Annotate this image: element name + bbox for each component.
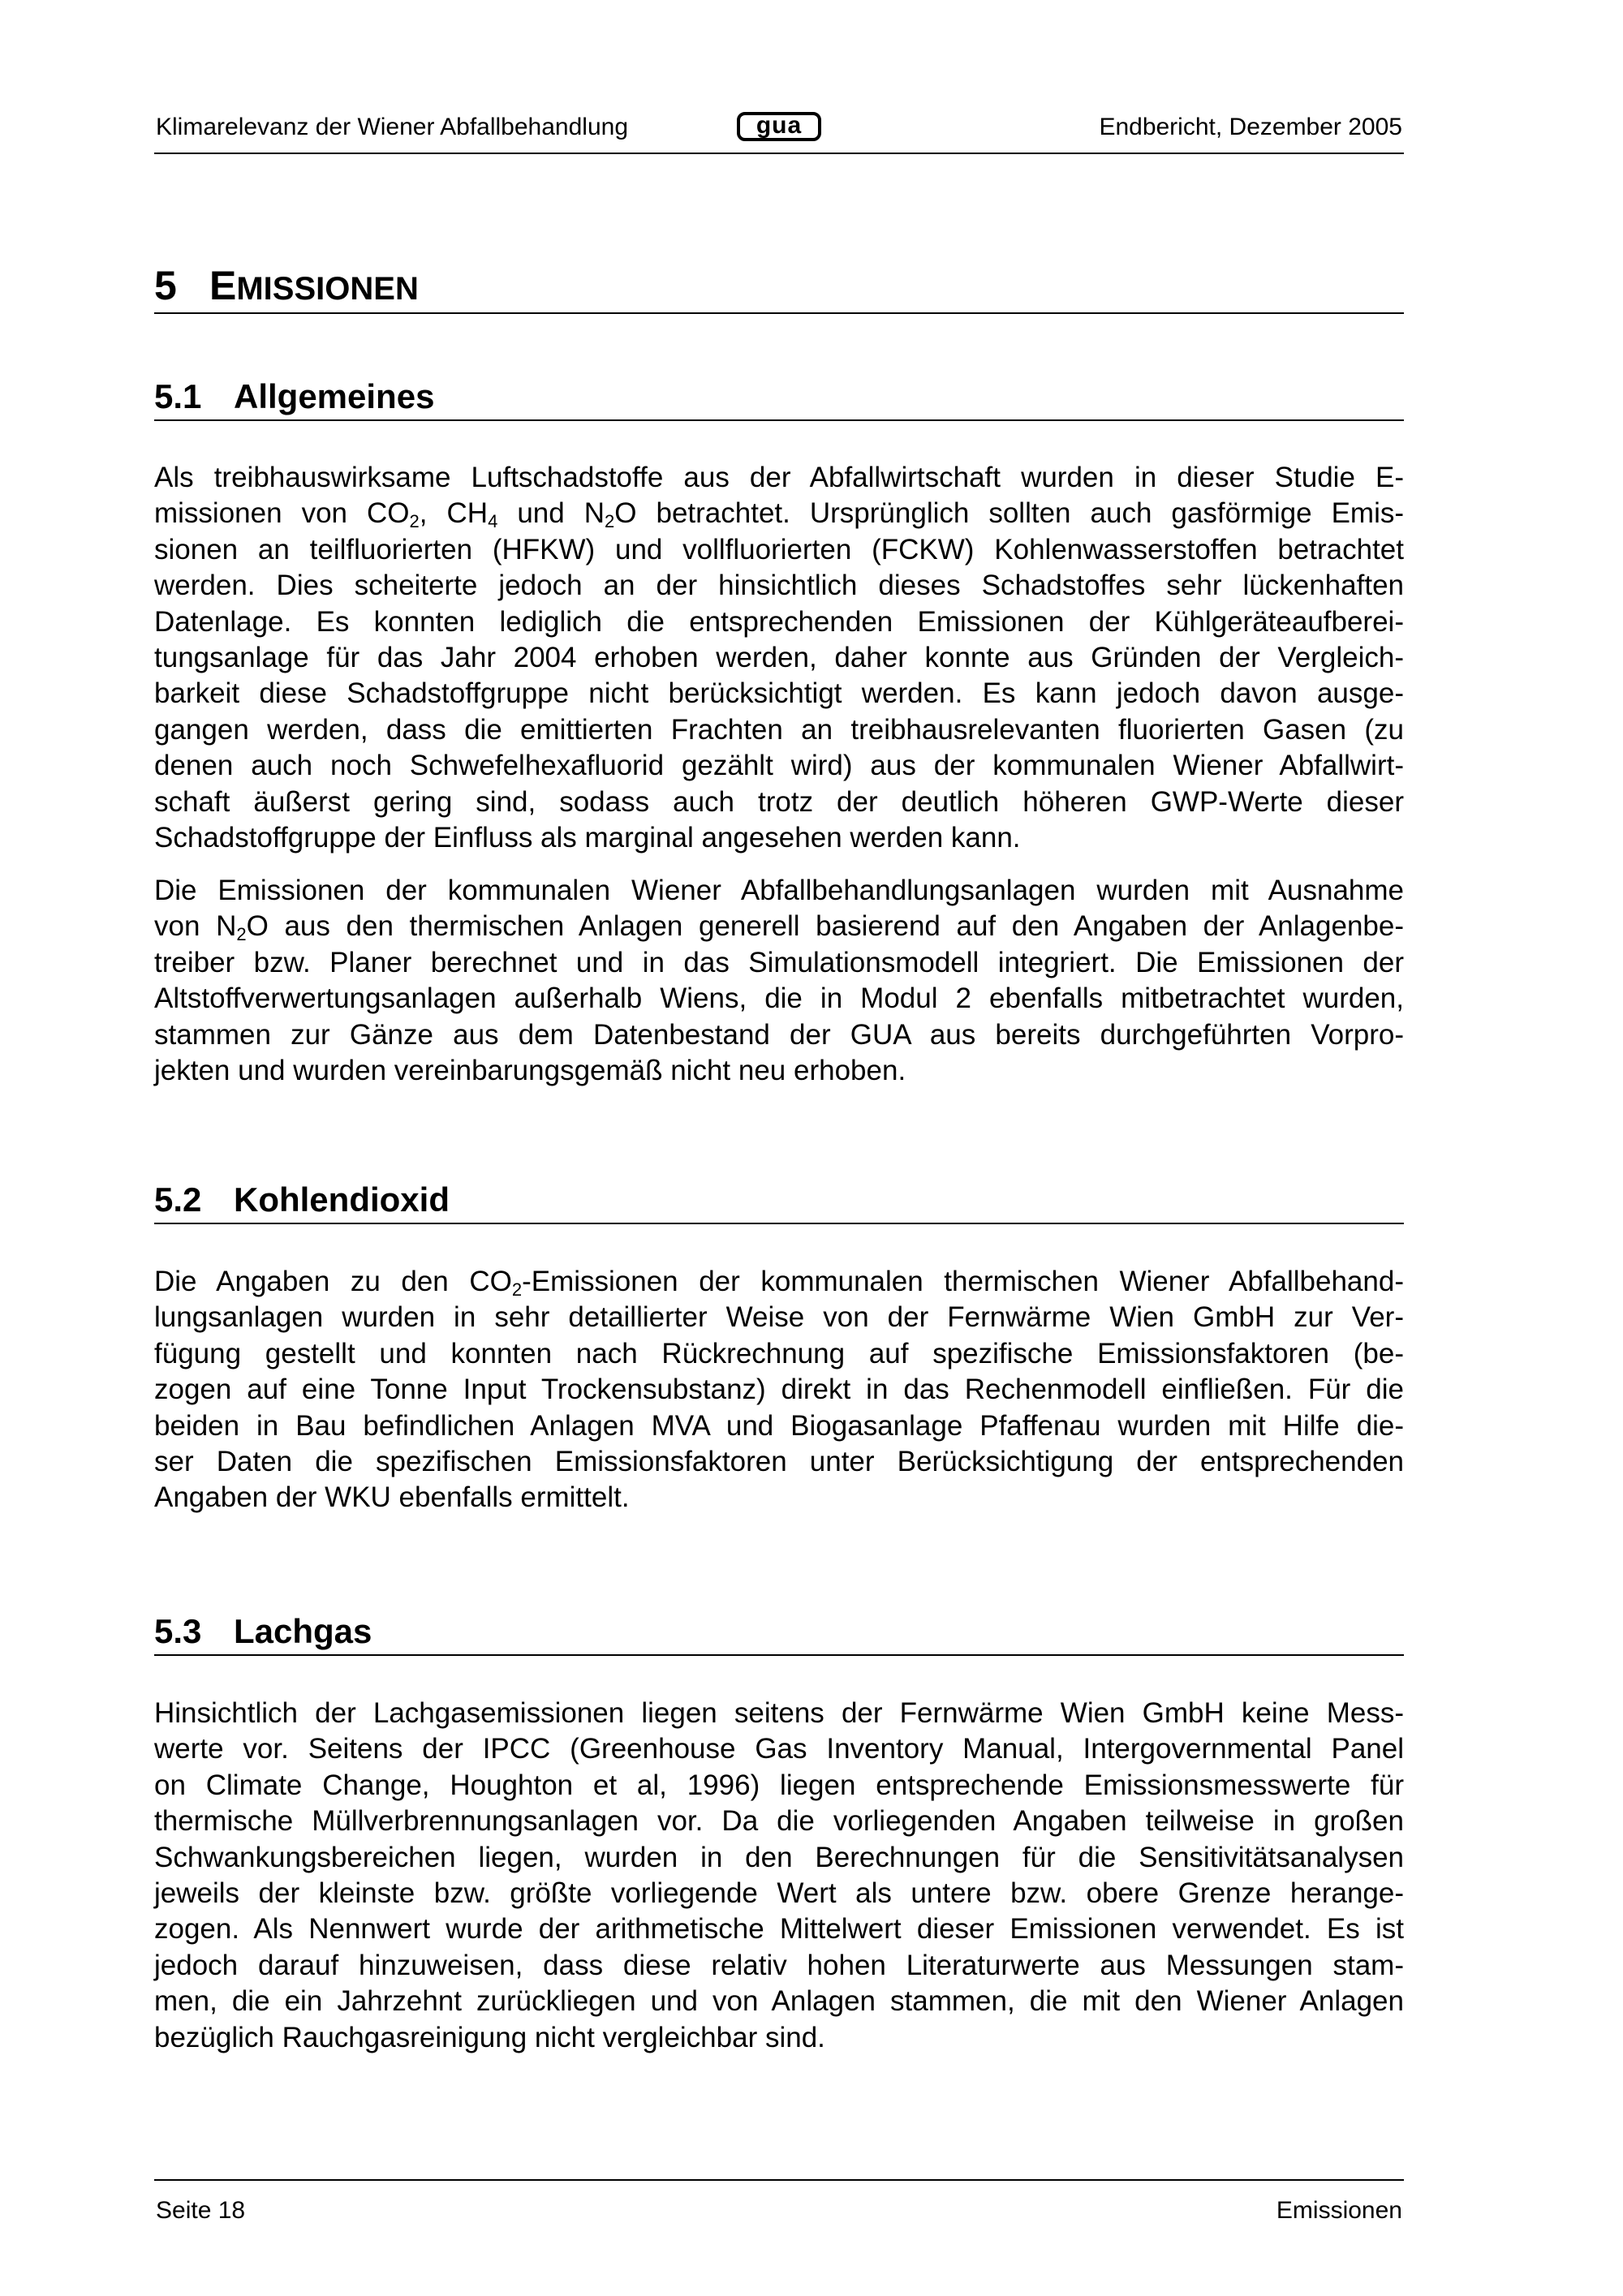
chapter-title: [209, 262, 419, 309]
section-number: 5.3: [154, 1612, 202, 1650]
text-line: denen auch noch Schwefelhexafluorid gezählt wird) aus der kommunalen Wiener Abfallwirt-: [154, 750, 1404, 782]
text-line: werden. Dies scheiterte jedoch an der hinsichtlich dieses Schadstoffes sehr lückenhaften: [154, 570, 1404, 602]
text-line: lungsanlagen wurden in sehr detaillierter Weise von der Fernwärme Wien GmbH zur Ver-: [154, 1301, 1404, 1334]
text-line: stammen zur Gänze aus dem Datenbestand der GUA aus bereits durchgeführten Vorpro-: [154, 1018, 1404, 1051]
section-title: Allgemeines: [234, 377, 435, 415]
paragraph-kohlendioxid: [154, 1264, 1404, 1516]
text-line: Datenlage. Es konnten lediglich die entsprechenden Emissionen der Kühlgeräteaufberei-: [154, 605, 1404, 638]
section-heading-lachgas: [154, 1612, 1404, 1656]
page-number: Seite 18: [156, 2197, 246, 2224]
text-line: gangen werden, dass die emittierten Frachten an treibhausrelevanten fluorierten Gasen (zu: [154, 713, 1404, 746]
text-line: Die Emissionen der kommunalen Wiener Abfallbehandlungsanlagen wurden mit Ausnahme: [154, 875, 1404, 906]
text-line: Als treibhauswirksame Luftschadstoffe aus der Abfallwirtschaft wurden in dieser Studie E-: [154, 462, 1404, 493]
header-document-title: Klimarelevanz der Wiener Abfallbehandlung: [156, 114, 629, 140]
text-line: men, die ein Jahrzehnt zurückliegen und von Anlagen stammen, die mit den Wiener Anlagen: [154, 1985, 1404, 2018]
section-title: Kohlendioxid: [234, 1180, 450, 1219]
chapter-title-rest: MISSIONEN: [236, 271, 419, 307]
text-line: thermische Müllverbrennungsanlagen vor. Da die vorliegenden Angaben teilweise in großen: [154, 1805, 1404, 1838]
text-line: sionen an teilfluorierten (HFKW) und vollfluorierten (FCKW) Kohlenwasserstoffen betrachtet: [154, 533, 1404, 565]
text-line: tungsanlage für das Jahr 2004 erhoben werden, daher konnte aus Gründen der Vergleich-: [154, 641, 1404, 673]
text-line: zogen auf eine Tonne Input Trockensubstanz) direkt in das Rechenmodell einfließen. Für die: [154, 1374, 1404, 1406]
section-heading-kohlendioxid: [154, 1180, 1404, 1224]
text-line: jedoch darauf hinzuweisen, dass diese relativ hohen Literaturwerte aus Messungen stam-: [154, 1949, 1404, 1981]
gua-logo: gua: [737, 112, 821, 141]
text-line: fügung gestellt und konnten nach Rückrechnung auf spezifische Emissionsfaktoren (be-: [154, 1337, 1404, 1369]
section-number: 5.2: [154, 1180, 202, 1219]
text-line: von $N_2O$ aus den thermischen Anlagen generell basierend auf den Angaben der Anlagenbe-: [154, 910, 1404, 945]
text-line: Die Angaben zu den $CO_2$-Emissionen der kommunalen thermischen Wiener Abfallbehand-: [154, 1266, 1404, 1300]
text-line: beiden in Bau befindlichen Anlagen MVA und Biogasanlage Pfaffenau wurden mit Hilfe die-: [154, 1409, 1404, 1442]
text-line: jeweils der kleinste bzw. größte vorliegende Wert als untere bzw. obere Grenze herange-: [154, 1877, 1404, 1909]
header-report-date: Endbericht, Dezember 2005: [1099, 114, 1402, 140]
paragraph-allgemeines-1: [154, 460, 1404, 856]
section-title: Lachgas: [234, 1612, 372, 1650]
text-line: Hinsichtlich der Lachgasemissionen liegen seitens der Fernwärme Wien GmbH keine Mess-: [154, 1697, 1404, 1729]
text-line: ser Daten die spezifischen Emissionsfaktoren unter Berücksichtigung der entsprechenden: [154, 1445, 1404, 1477]
text-line: Schwankungsbereichen liegen, wurden in den Berechnungen für die Sensitivitätsanalysen: [154, 1841, 1404, 1873]
paragraph-allgemeines-2: [154, 873, 1404, 1089]
text-line: Angaben der WKU ebenfalls ermittelt.: [154, 1481, 630, 1514]
text-line: zogen. Als Nennwert wurde der arithmetische Mittelwert dieser Emissionen verwendet. Es ist: [154, 1913, 1404, 1946]
chapter-number: 5: [154, 263, 177, 308]
page-header: [154, 112, 1404, 154]
section-number: 5.1: [154, 377, 202, 415]
text-line: Altstoffverwertungsanlagen außerhalb Wiens, die in Modul 2 ebenfalls mitbetrachtet wurden,: [154, 982, 1404, 1015]
text-line: schaft äußerst gering sind, sodass auch trotz der deutlich höheren GWP-Werte dieser: [154, 785, 1404, 818]
chapter-heading: [154, 256, 1404, 314]
text-line: bezüglich Rauchgasreinigung nicht vergleichbar sind.: [154, 2021, 825, 2053]
text-line: barkeit diese Schadstoffgruppe nicht berücksichtigt werden. Es kann jedoch davon ausge-: [154, 677, 1404, 710]
text-line: werte vor. Seitens der IPCC (Greenhouse Gas Inventory Manual, Intergovernmental Panel: [154, 1733, 1404, 1765]
text-line: on Climate Change, Houghton et al, 1996) liegen entsprechende Emissionsmesswerte für: [154, 1769, 1404, 1801]
text-line: Schadstoffgruppe der Einfluss als marginal angesehen werden kann.: [154, 821, 1021, 853]
paragraph-lachgas: [154, 1696, 1404, 2056]
chapter-title-initial: E: [209, 263, 237, 308]
text-line: jekten und wurden vereinbarungsgemäß nicht neu erhoben.: [154, 1054, 906, 1086]
text-line: treiber bzw. Planer berechnet und in das Simulationsmodell integriert. Die Emissionen der: [154, 946, 1404, 978]
page-footer: [154, 2179, 1404, 2224]
section-heading-allgemeines: [154, 377, 1404, 421]
text-line: missionen von $CO_2$, $CH_4$ und $N_2O$ betrachtet. Ursprünglich sollten auch gasförmige Emis-: [154, 497, 1404, 532]
footer-chapter-name: Emissionen: [1276, 2197, 1402, 2224]
